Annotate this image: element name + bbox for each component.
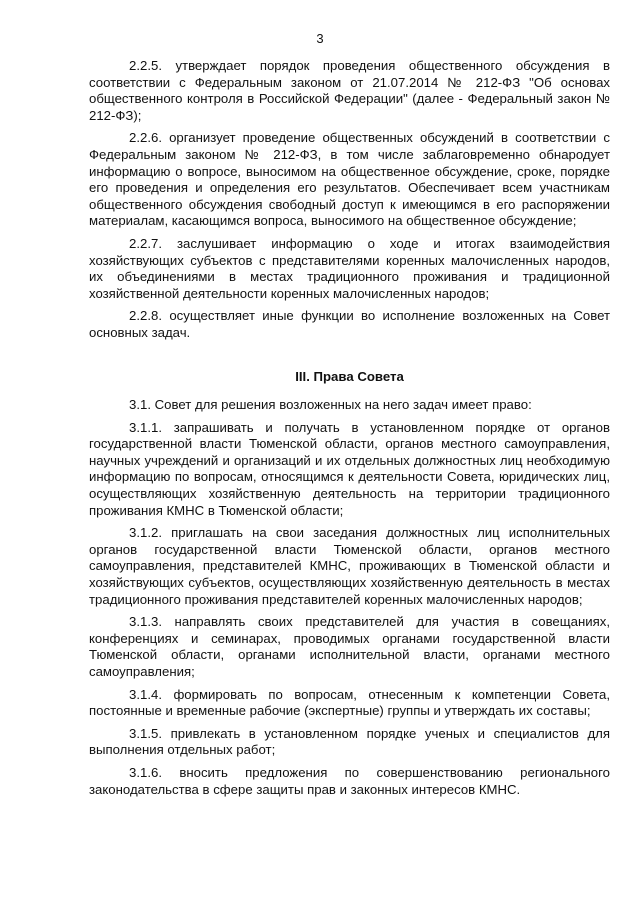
paragraph-3-1-2: 3.1.2. приглашать на свои заседания должностных лиц исполнительных органов государственной власти Тюменской области, органов местного самоуправления, представителей КМНС, проживающих в Тюменской области и хозяйствующих субъектов, осуществляющих хозяйственную деятельность в местах традиционного проживания представителей коренных малочисленных народов; <box>89 525 610 607</box>
section-title: III. Права Совета <box>295 368 404 384</box>
paragraph-2-2-6: 2.2.6. организует проведение общественных обсуждений в соответствии с Федеральным законом № 212-ФЗ, в том числе заблаговременно обнародует информацию о вопросе, выносимом на общественное обсуждение, сроке, порядке его проведения и определения его результатов. Обеспечивает всем участникам общественного обсуждения свободный доступ к имеющимся в его распоряжении материалам, касающимся вопроса, выносимого на общественное обсуждение; <box>89 130 610 229</box>
page-number: 3 <box>316 31 324 46</box>
paragraph-2-2-8: 2.2.8. осуществляет иные функции во исполнение возложенных на Совет основных задач. <box>89 308 610 340</box>
paragraph-3-1: 3.1. Совет для решения возложенных на него задач имеет право: <box>129 397 532 413</box>
document-body <box>89 58 610 798</box>
paragraph-3-1-3: 3.1.3. направлять своих представителей для участия в совещаниях, конференциях и семинарах, проводимых органами государственной власти Тюменской области, органами исполнительной власти, органами местного самоуправления; <box>89 614 610 679</box>
paragraph-2-2-5: 2.2.5. утверждает порядок проведения общественного обсуждения в соответствии с Федеральным законом от 21.07.2014 № 212-ФЗ "Об основах общественного контроля в Российской Федерации" (далее - Федеральный закон № 212-ФЗ); <box>89 58 610 123</box>
paragraph-3-1-6: 3.1.6. вносить предложения по совершенствованию регионального законодательства в сфере защиты прав и законных интересов КМНС. <box>89 764 610 797</box>
paragraph-3-1-1: 3.1.1. запрашивать и получать в установленном порядке от органов государственной власти Тюменской области, органов местного самоуправления, научных учреждений и организаций и их отдельных должностных лиц необходимую информацию по вопросам, относящимся к деятельности Совета, юридических лиц, осуществляющих хозяйственную деятельность на территории традиционного проживания КМНС в Тюменской области; <box>89 419 610 518</box>
paragraph-2-2-7: 2.2.7. заслушивает информацию о ходе и итогах взаимодействия хозяйствующих субъектов с представителями коренных малочисленных народов, их объединениями в местах традиционного проживания и традиционной хозяйственной деятельности коренных малочисленных народов; <box>89 235 610 301</box>
paragraph-3-1-5: 3.1.5. привлекать в установленном порядке ученых и специалистов для выполнения отдельных работ; <box>89 725 610 758</box>
paragraph-3-1-4: 3.1.4. формировать по вопросам, отнесенным к компетенции Совета, постоянные и временные рабочие (экспертные) группы и утверждать их составы; <box>89 686 610 719</box>
